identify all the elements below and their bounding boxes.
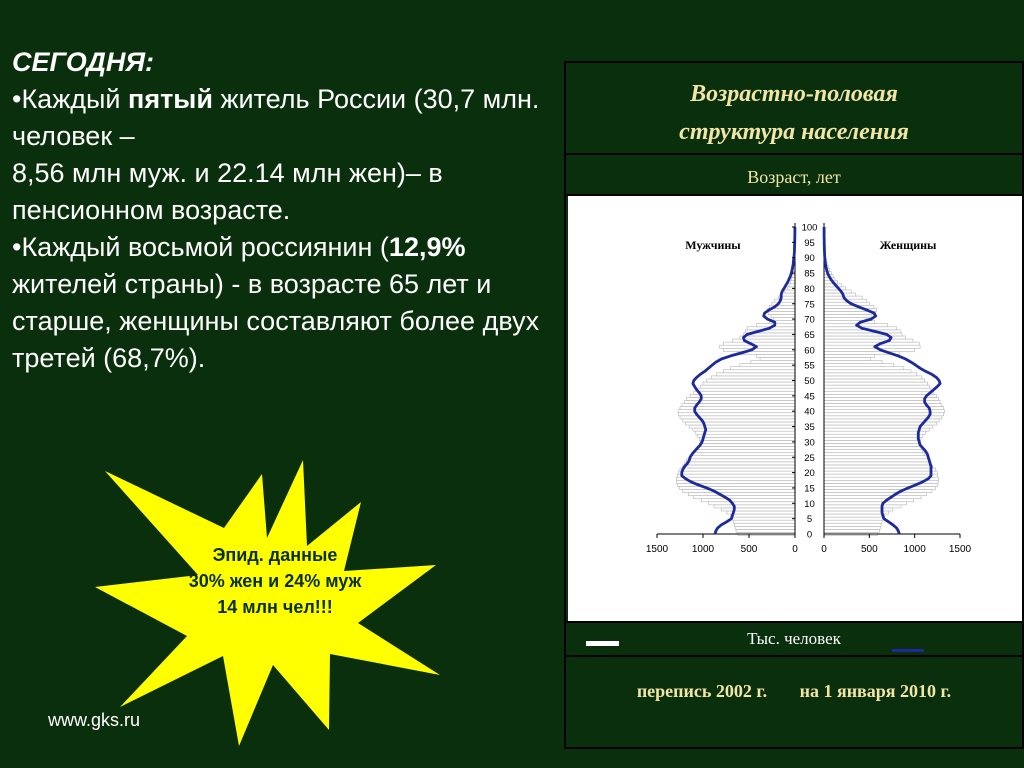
x-tick-label-left: 0 xyxy=(792,544,798,555)
bar-female-census xyxy=(824,342,919,345)
bar-female-census xyxy=(824,456,927,459)
panel-title-line2: структура населения xyxy=(679,119,909,145)
label-men: Мужчины xyxy=(685,238,741,252)
bar-female-census xyxy=(824,489,932,492)
bar-male-census xyxy=(680,468,795,471)
bar-female-census xyxy=(824,364,894,367)
bar-female-census xyxy=(824,370,911,373)
bar-male-census xyxy=(723,348,795,351)
y-tick-label: 70 xyxy=(804,314,815,326)
bar-male-census xyxy=(689,456,795,459)
bar-male-census xyxy=(723,370,795,373)
bar-female-census xyxy=(824,486,936,489)
bar-male-census xyxy=(760,357,795,360)
bar-female-census xyxy=(824,450,923,453)
bar-male-census xyxy=(731,514,795,517)
bar-male-census xyxy=(768,311,795,314)
bar-female-census xyxy=(824,345,920,348)
bar-female-census xyxy=(824,391,934,394)
chart-area xyxy=(568,196,1022,621)
bar-male-census xyxy=(677,474,795,477)
legend-label-census: перепись 2002 г. xyxy=(636,681,768,701)
bar-female-census xyxy=(824,459,929,462)
age-axis-label: Возраст, лет xyxy=(747,167,841,187)
bar-male-census xyxy=(701,499,795,502)
bar-female-census xyxy=(824,382,927,385)
bar-male-census xyxy=(709,502,795,505)
bar-female-census xyxy=(824,431,926,434)
bar-male-census xyxy=(697,434,795,437)
x-tick-label-right: 1000 xyxy=(903,544,926,555)
bullet1-prefix: •Каждый xyxy=(12,84,129,114)
y-tick-label: 20 xyxy=(804,468,815,480)
y-tick-label: 10 xyxy=(804,498,815,510)
bar-female-census xyxy=(824,425,933,428)
bar-male-census xyxy=(732,517,795,520)
y-tick-label: 45 xyxy=(804,391,815,403)
bar-female-census xyxy=(824,517,884,520)
bar-female-census xyxy=(824,529,879,532)
bullet2-emphasis: 12,9% xyxy=(388,232,466,262)
x-tick-label-left: 1000 xyxy=(691,544,715,555)
bar-male-census xyxy=(686,459,795,462)
bar-male-census xyxy=(775,299,795,302)
bar-male-census xyxy=(680,407,795,410)
callout-line1: Эпид. данные xyxy=(212,545,338,565)
bar-female-census xyxy=(824,385,929,388)
bar-female-census xyxy=(824,468,936,471)
bar-male-census xyxy=(707,379,795,382)
bar-male-census xyxy=(717,373,795,376)
bar-male-census xyxy=(699,437,795,440)
bar-female-census xyxy=(824,339,913,342)
bar-female-census xyxy=(824,354,875,357)
y-tick-label: 0 xyxy=(806,529,813,541)
bar-male-census xyxy=(736,529,795,532)
bar-male-census xyxy=(700,440,795,443)
bar-male-census xyxy=(785,290,795,293)
bar-female-census xyxy=(824,511,888,514)
bar-female-census xyxy=(824,400,940,403)
panel-title xyxy=(566,75,1022,151)
bar-female-census xyxy=(824,348,915,351)
bar-male-census xyxy=(732,339,795,342)
bar-male-census xyxy=(694,391,795,394)
chart-panel xyxy=(564,61,1024,749)
bar-female-census xyxy=(824,471,937,474)
y-tick-label: 80 xyxy=(804,283,815,295)
callout-text xyxy=(130,542,420,620)
bar-male-census xyxy=(731,367,795,370)
bar-male-census xyxy=(695,450,795,453)
bar-male-census xyxy=(714,505,795,508)
bar-female-census xyxy=(824,443,920,446)
bar-male-census xyxy=(740,364,795,367)
bar-male-census xyxy=(683,489,795,492)
legend-label-2010: на 1 января 2010 г. xyxy=(799,681,952,701)
y-tick-label: 90 xyxy=(804,253,815,265)
bar-male-census xyxy=(711,376,795,379)
y-tick-label: 30 xyxy=(804,437,815,449)
units-label: Тыс. человек xyxy=(747,629,841,648)
bar-male-census xyxy=(690,394,795,397)
bar-male-census xyxy=(694,496,795,499)
bar-female-census xyxy=(824,397,938,400)
bar-male-census xyxy=(697,388,795,391)
bar-female-census xyxy=(824,394,936,397)
bar-female-census xyxy=(824,520,882,523)
bar-male-census xyxy=(727,511,795,514)
bar-female-census xyxy=(824,314,871,317)
bar-male-census xyxy=(693,428,795,431)
bar-male-census xyxy=(774,318,795,321)
bar-female-census xyxy=(824,336,906,339)
bar-male-census xyxy=(751,361,795,364)
legend-swatch-2010 xyxy=(892,649,924,652)
y-tick-label: 40 xyxy=(804,406,815,418)
panel-divider xyxy=(566,153,1022,155)
bar-female-census xyxy=(824,373,916,376)
bar-male-census xyxy=(679,486,795,489)
bar-female-census xyxy=(824,493,926,496)
bar-female-census xyxy=(824,496,921,499)
bar-female-census xyxy=(824,502,907,505)
population-pyramid-chart xyxy=(568,196,1022,621)
bar-female-census xyxy=(824,388,931,391)
bar-female-census xyxy=(824,505,901,508)
bar-male-census xyxy=(685,462,795,465)
y-tick-label: 5 xyxy=(806,514,813,526)
bar-male-census xyxy=(740,336,795,339)
panel-divider xyxy=(566,655,1022,657)
bar-female-census xyxy=(824,330,900,333)
source-link[interactable]: www.gks.ru xyxy=(48,710,141,730)
left-text-block xyxy=(12,44,552,377)
bar-male-census xyxy=(697,447,795,450)
bullet-65-plus xyxy=(12,229,552,377)
bullet1-suffix: житель России (30,7 млн. человек – xyxy=(12,84,540,151)
bar-female-census xyxy=(824,474,937,477)
bullet1-emphasis: пятый xyxy=(128,84,213,114)
label-women: Женщины xyxy=(879,238,937,252)
bar-female-census xyxy=(824,465,933,468)
y-tick-label: 50 xyxy=(804,376,815,387)
bar-male-census xyxy=(756,354,795,357)
bar-female-census xyxy=(824,410,945,413)
bar-male-census xyxy=(688,493,795,496)
callout-line3: 14 млн чел!!! xyxy=(217,597,333,617)
panel-divider xyxy=(566,621,1022,623)
today-heading: СЕГОДНЯ: xyxy=(12,47,155,77)
panel-title-line1: Возрастно-половая xyxy=(690,81,898,107)
y-tick-label: 55 xyxy=(804,360,815,372)
x-tick-label-right: 1500 xyxy=(948,544,972,555)
bar-male-census xyxy=(699,443,795,446)
bar-male-census xyxy=(789,284,795,287)
x-tick-label-left: 1500 xyxy=(645,544,669,555)
bar-female-census xyxy=(824,413,944,416)
bullet2-prefix: •Каждый восьмой россиянин ( xyxy=(12,232,389,262)
bar-female-census xyxy=(824,357,870,360)
bar-female-census xyxy=(824,305,874,308)
y-tick-label: 65 xyxy=(804,329,815,341)
bar-male-census xyxy=(703,382,795,385)
bar-male-census xyxy=(700,385,795,388)
x-tick-label-left: 500 xyxy=(740,544,758,555)
bar-female-census xyxy=(824,361,882,364)
bar-female-census xyxy=(824,437,921,440)
bullet-pension-age xyxy=(12,81,552,155)
bar-male-census xyxy=(733,520,795,523)
bar-male-census xyxy=(782,293,795,296)
bar-female-census xyxy=(824,499,914,502)
bar-female-census xyxy=(824,367,904,370)
x-tick-label-right: 500 xyxy=(860,544,878,555)
bar-male-census xyxy=(734,523,795,526)
y-tick-label: 60 xyxy=(804,345,815,357)
bar-female-census xyxy=(824,453,925,456)
bar-female-census xyxy=(824,514,885,517)
legend-labels xyxy=(566,681,1022,702)
bar-female-census xyxy=(824,523,881,526)
bar-male-census xyxy=(692,453,795,456)
bullet1-continuation: 8,56 млн муж. и 22.14 млн жен)– в пенсионном возрасте. xyxy=(12,158,443,225)
bar-female-census xyxy=(824,428,929,431)
bar-female-census xyxy=(824,284,841,287)
x-tick-label-right: 0 xyxy=(821,544,827,555)
callout-line2: 30% жен и 24% муж xyxy=(188,571,362,591)
bar-male-census xyxy=(735,526,795,529)
bar-female-census xyxy=(824,447,921,450)
y-tick-label: 100 xyxy=(801,222,818,234)
bar-female-census xyxy=(824,379,925,382)
bar-female-census xyxy=(824,302,869,305)
bar-female-census xyxy=(824,287,846,290)
bar-female-census xyxy=(824,407,944,410)
bar-female-census xyxy=(824,477,938,480)
y-tick-label: 35 xyxy=(804,422,815,434)
bar-male-census xyxy=(683,465,795,468)
bar-female-census xyxy=(824,318,867,321)
bar-male-census xyxy=(696,431,795,434)
bullet2-suffix: жителей страны) - в возрасте 65 лет и старше, женщины составляют более двух третей (68,7%). xyxy=(12,269,540,373)
bar-female-census xyxy=(824,422,936,425)
y-tick-label: 15 xyxy=(804,483,815,495)
bar-female-census xyxy=(824,440,920,443)
bar-male-census xyxy=(721,508,795,511)
bar-female-census xyxy=(824,290,851,293)
y-tick-label: 85 xyxy=(804,268,815,280)
bar-male-census xyxy=(790,281,795,284)
bar-female-census xyxy=(824,526,880,529)
bar-female-census xyxy=(824,419,939,422)
bar-female-census xyxy=(824,462,931,465)
bar-male-census xyxy=(791,278,795,281)
bar-female-census xyxy=(824,376,922,379)
bar-male-census xyxy=(678,471,795,474)
y-tick-label: 25 xyxy=(804,452,815,464)
bar-male-census xyxy=(686,397,795,400)
bar-female-census xyxy=(824,416,942,419)
bar-male-census xyxy=(676,477,795,480)
bar-female-census xyxy=(824,434,923,437)
bar-female-census xyxy=(824,293,856,296)
y-tick-label: 95 xyxy=(804,237,815,249)
bar-male-census xyxy=(771,314,795,317)
bar-male-census xyxy=(723,342,795,345)
y-tick-label: 75 xyxy=(804,299,815,311)
